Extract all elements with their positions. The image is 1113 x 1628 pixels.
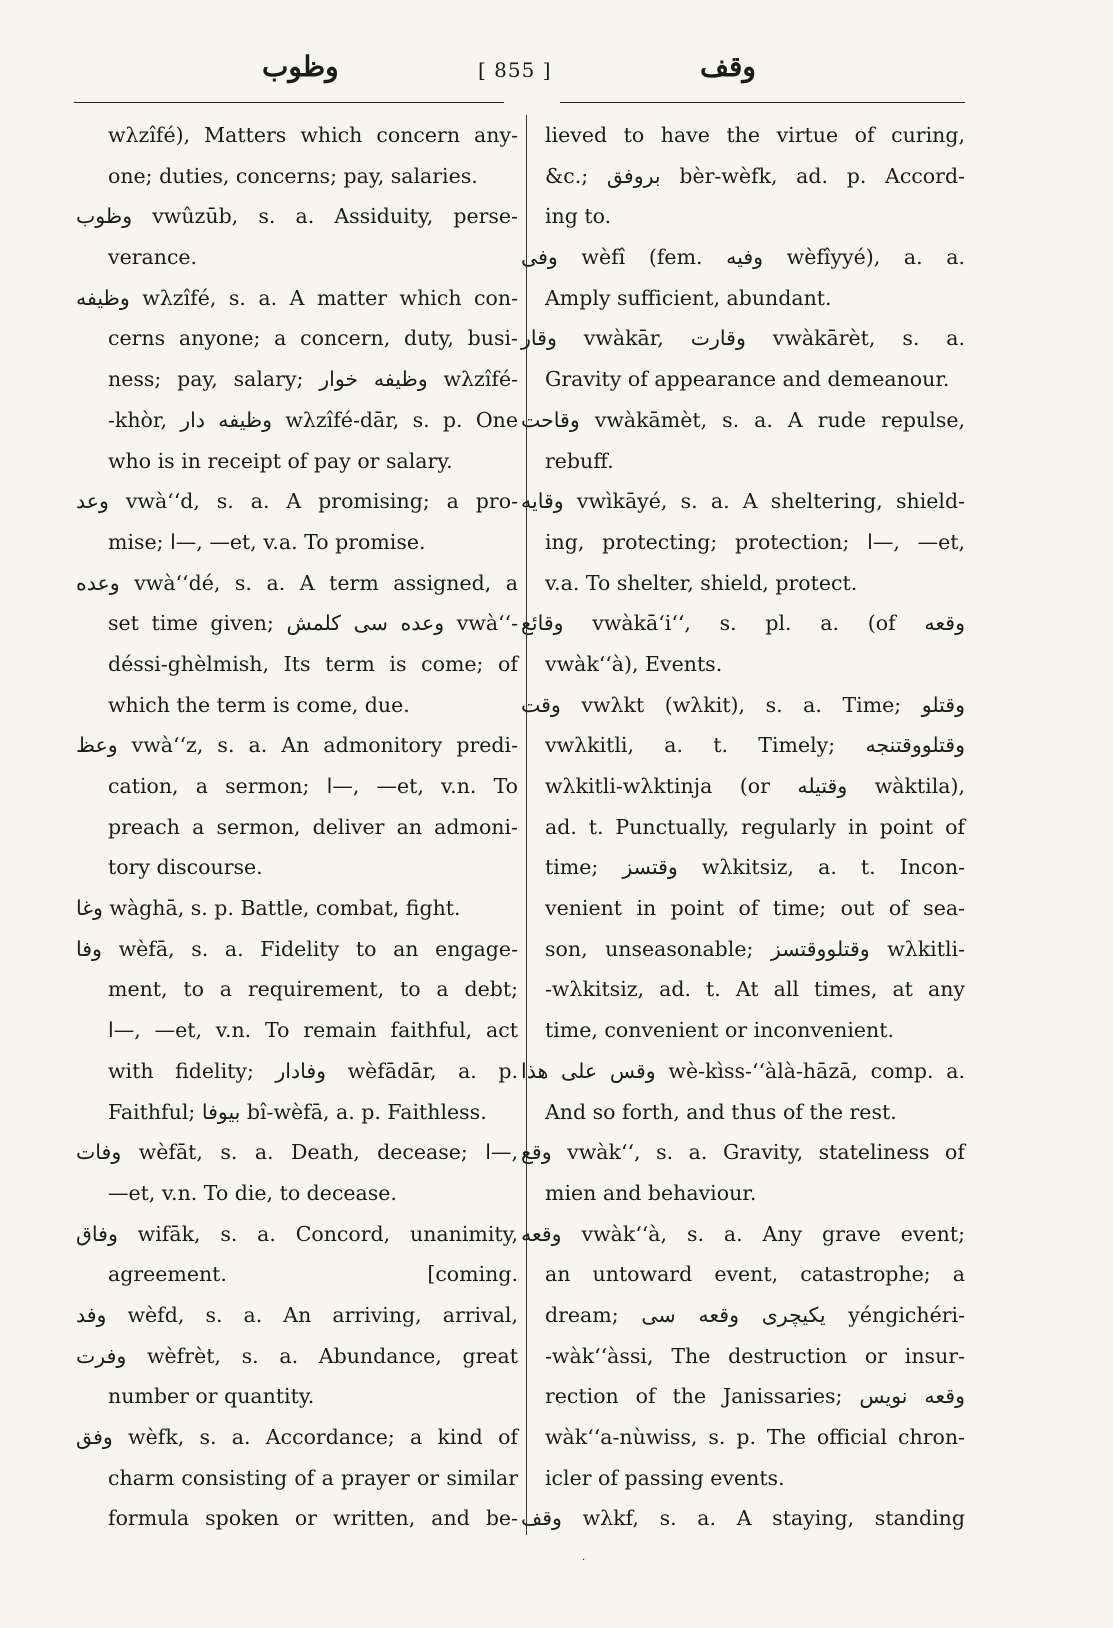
entry-headword-line: وفا wèfā, s. a. Fidelity to an engage- [76, 936, 518, 961]
entry-line: —et, v.n. To die, to decease. [108, 1180, 397, 1205]
entry-headword-line: وعظ vwà‘‘z, s. a. An admonitory predi- [76, 733, 518, 758]
entry-headword-line: وعد vwà‘‘d, s. a. A promising; a pro- [76, 489, 518, 514]
entry-headword-line: وقف wλkf, s. a. A staying, standing [521, 1506, 965, 1531]
entry-line: venient in point of time; out of sea- [545, 896, 965, 921]
entry-line: icler of passing events. [545, 1465, 785, 1490]
entry-line: -wàk‘‘àssi, The destruction or insur- [545, 1343, 965, 1368]
entry-headword-line: وقع vwàk‘‘, s. a. Gravity, stateliness of [521, 1140, 965, 1165]
header-right-word: وقف [700, 50, 756, 83]
entry-line: v.a. To shelter, shield, protect. [545, 570, 858, 595]
entry-line: ا—, —et, v.n. To remain faithful, act [108, 1018, 518, 1043]
entry-headword-line: وقار vwàkār, وقارت vwàkārèt, s. a. [521, 326, 965, 351]
entry-line: rection of the Janissaries; وقعه نويس [545, 1384, 966, 1409]
entry-headword-line: وفرت wèfrèt, s. a. Abundance, great [76, 1343, 518, 1368]
page-dot: · [582, 1555, 586, 1566]
page-number: [ 855 ] [478, 58, 552, 82]
entry-line: who is in receipt of pay or salary. [108, 448, 453, 473]
entry-line: dream; يكيچرى وقعه سى yéngichéri- [545, 1302, 965, 1327]
entry-line: with fidelity; وفادار wèfādār, a. p. [108, 1058, 518, 1083]
entry-line: preach a sermon, deliver an admoni- [108, 814, 518, 839]
entry-line: verance. [108, 245, 198, 270]
entry-line: which the term is come, due. [108, 692, 410, 717]
entry-line: cation, a sermon; ا—, —et, v.n. To [108, 774, 518, 798]
entry-line: one; duties, concerns; pay, salaries. [108, 163, 478, 188]
entry-line: tory discourse. [108, 855, 263, 880]
entry-line: vwλkitli, a. t. Timely; وقتلووقتنجه [545, 733, 965, 758]
entry-headword-line: وقاحت vwàkāmèt, s. a. A rude repulse, [521, 407, 965, 432]
entry-line: cerns anyone; a concern, duty, busi- [108, 326, 518, 351]
header-rule-right [560, 102, 965, 103]
entry-line: rebuff. [545, 448, 614, 473]
entry-line: an untoward event, catastrophe; a [545, 1262, 965, 1287]
entry-line: son, unseasonable; وقتلووقتسز wλkitli- [545, 936, 965, 961]
entry-line: mise; ا—, —et, v.a. To promise. [108, 529, 426, 554]
header-rule-left [74, 102, 504, 103]
entry-headword-line: وفى wèfî (fem. وفيه wèfîyyé), a. a. [521, 245, 965, 270]
entry-line: wλzîfé), Matters which concern any- [108, 123, 518, 147]
entry-line: ad. t. Punctually, regularly in point of [545, 814, 965, 839]
entry-line: ing to. [545, 204, 612, 229]
entry-line: charm consisting of a prayer or similar [108, 1465, 518, 1490]
entry-line: &c.; بروفق bèr-wèfk, ad. p. Accord- [545, 163, 965, 188]
entry-line: vwàk‘‘à), Events. [545, 651, 723, 676]
entry-headword-line: وفات wèfāt, s. a. Death, decease; ا—, [76, 1140, 518, 1165]
entry-headword-line: وقس على هذا wè-kìss-‘‘àlà-hāzā, comp. a. [521, 1058, 965, 1083]
entry-headword-line: وفد wèfd, s. a. An arriving, arrival, [76, 1302, 518, 1327]
entry-line: wλkitli-wλktinja (or وقتيله wàktila), [545, 774, 966, 798]
entry-line: wàk‘‘a-nùwiss, s. p. The official chron- [545, 1425, 965, 1449]
entry-line: time; وقتسز wλkitsiz, a. t. Incon- [545, 855, 965, 880]
entry-line: lieved to have the virtue of curing, [545, 123, 965, 147]
entry-line: Gravity of appearance and demeanour. [545, 367, 950, 392]
entry-line: -wλkitsiz, ad. t. At all times, at any [545, 977, 965, 1002]
entry-headword-line: وقعه vwàk‘‘à, s. a. Any grave event; [521, 1221, 965, 1246]
entry-headword-line: وعده vwà‘‘dé, s. a. A term assigned, a [76, 570, 518, 595]
right-column [521, 115, 966, 1539]
entry-line: ing, protecting; protection; ا—, —et, [545, 529, 966, 554]
entry-line: -khòr, وظيفه دار wλzîfé-dār, s. p. One [108, 407, 518, 432]
entry-line: number or quantity. [108, 1384, 315, 1409]
entry-line: Faithful; بيوفا bî-wèfā, a. p. Faithless. [108, 1099, 487, 1124]
entry-headword-line: وقايه vwìkāyé, s. a. A sheltering, shield- [521, 489, 965, 514]
entry-headword-line: وفق wèfk, s. a. Accordance; a kind of [76, 1425, 518, 1449]
entry-line: formula spoken or written, and be- [108, 1506, 518, 1531]
entry-headword-line: وغا wàghā, s. p. Battle, combat, fight. [76, 896, 461, 921]
entry-line: ment, to a requirement, to a debt; [108, 977, 518, 1002]
header-left-word: وظوب [262, 50, 339, 83]
entry-headword-line: وقت vwλkt (wλkit), s. a. Time; وقتلو [521, 692, 965, 717]
entry-line: And so forth, and thus of the rest. [545, 1099, 897, 1124]
entry-headword-line: وظيفه wλzîfé, s. a. A matter which con- [76, 285, 518, 310]
entry-line: ness; pay, salary; وظيفه خوار wλzîfé- [108, 367, 519, 392]
entry-line: mien and behaviour. [545, 1180, 757, 1205]
entry-headword-line: وفاق wifāk, s. a. Concord, unanimity, [76, 1221, 518, 1246]
entry-line: agreement. [coming. [108, 1262, 518, 1287]
entry-headword-line: وظوب vwûzūb, s. a. Assiduity, perse- [76, 204, 518, 229]
entry-line: déssi-ghèlmish, Its term is come; of [108, 651, 518, 676]
left-column [76, 115, 519, 1539]
entry-line: Amply sufficient, abundant. [545, 285, 832, 310]
entry-line: time, convenient or inconvenient. [545, 1018, 894, 1043]
entry-headword-line: وقائع vwàkā‘i‘‘, s. pl. a. (of وقعه [521, 611, 965, 636]
entry-line: set time given; وعده سى كلمش vwà‘‘- [108, 611, 519, 636]
